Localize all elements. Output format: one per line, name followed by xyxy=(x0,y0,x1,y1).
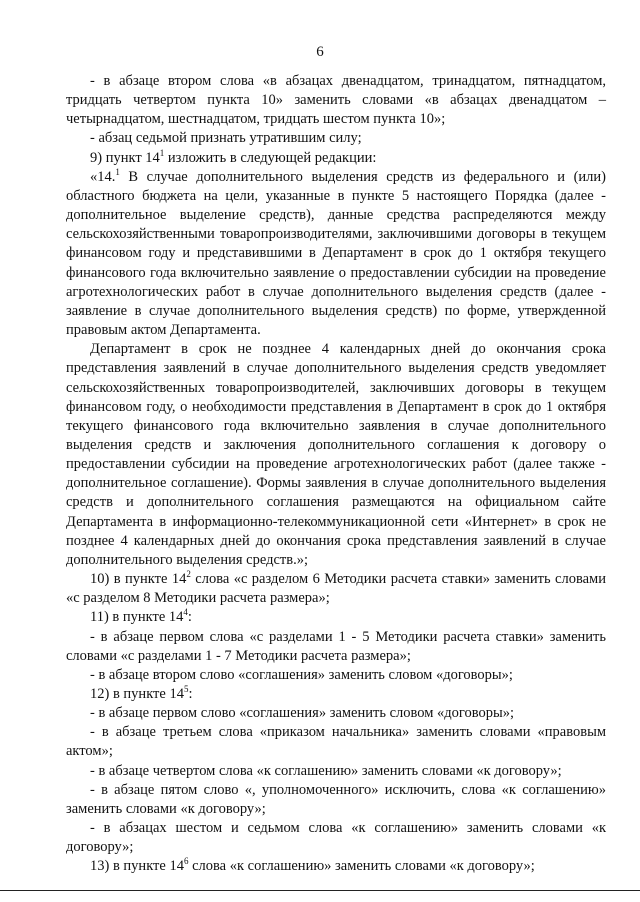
text-span: «14. xyxy=(90,168,116,185)
paragraph: - абзац седьмой признать утратившим силу; xyxy=(90,130,362,147)
paragraph: - в абзацах шестом и седьмом слова «к соглашению» заменить словами «к договору»; xyxy=(66,820,606,856)
page-number: 6 xyxy=(316,44,324,60)
superscript: 1 xyxy=(115,166,120,177)
superscript: 1 xyxy=(159,147,165,158)
paragraph: - в абзаце пятом слово «, уполномоченного» исключить, слова «к соглашению» заменить словами «к договору»; xyxy=(66,781,606,817)
text-span: 9) пункт 14 xyxy=(90,149,160,166)
paragraph xyxy=(66,608,606,627)
text-span: В случае дополнительного выделения средств из федерального и (или) областного бюджета на цели, указанные в пункте 5 настоящего Порядка (далее - дополнительное выделение средств), данные средства распределяются между сельскохозяйственными товаропроизводителями, заключившими договоры в текущем финансовом году и представившими в Департамент в срок до 1 октября текущего финансового года включительно заявление о предоставлении субсидии на проведение агротехнологических работ в случае дополнительного выделения средств (далее - заявление в случае дополнительного выделения средств) по форме, утвержденной правовым актом Департамента. xyxy=(66,168,606,339)
footer-rule xyxy=(0,890,640,891)
paragraph: - в абзаце первом слово «соглашения» заменить словом «договоры»; xyxy=(90,705,515,722)
text-span: : xyxy=(187,609,192,626)
paragraph xyxy=(66,168,606,340)
superscript: 5 xyxy=(183,684,189,695)
text-span: 13) в пункте 14 xyxy=(90,858,184,875)
paragraph: - в абзаце втором слова «в абзацах двенадцатом, тринадцатом, пятнадцатом, тридцать четвертом пункта 10» заменить словами «в абзацах двенадцатом – четырнадцатом, шестнадцатом, тридцать шестом пункта 10»; xyxy=(66,73,606,128)
text-span: слова «с разделом 6 Методики расчета ставки» заменить словами «с разделом 8 Методики расчета размера»; xyxy=(66,571,606,607)
paragraph xyxy=(66,857,606,876)
text-span: 12) в пункте 14 xyxy=(90,686,184,702)
paragraph: - в абзаце первом слова «с разделами 1 - 5 Методики расчета ставки» заменить словами «с разделами 1 - 7 Методики расчета размера»; xyxy=(66,628,606,664)
paragraph: - в абзаце четвертом слова «к соглашению» заменить словами «к договору»; xyxy=(90,762,562,779)
text-span: 10) в пункте 14 xyxy=(90,571,187,588)
paragraph xyxy=(66,685,606,704)
paragraph: Департамент в срок не позднее 4 календарных дней до окончания срока представления заявлений в случае дополнительного выделения средств уведомляет сельскохозяйственных товаропроизводителей, заключивших договоры в текущем финансовом году, о необходимости представления в Департамент в срок до 1 октября текущего финансового года включительно заявления в случае дополнительного выделения средств и заключения дополнительного соглашения к договору о предоставлении субсидии на проведение агротехнологических работ (далее также - дополнительное соглашение). Формы заявления в случае дополнительного выделения средств и дополнительного соглашения размещаются на официальном сайте Департамента в информационно-телекоммуникационной сети «Интернет» в срок не позднее 4 календарных дней до окончания срока представления заявлений в случае дополнительного выделения средств.»; xyxy=(66,341,606,568)
text-span: : xyxy=(188,686,193,702)
superscript: 2 xyxy=(186,569,191,580)
document-body xyxy=(66,72,606,877)
paragraph: - в абзаце третьем слова «приказом начальника» заменить словами «правовым актом»; xyxy=(66,724,606,760)
paragraph xyxy=(66,570,606,608)
superscript: 4 xyxy=(183,607,188,618)
superscript: 6 xyxy=(183,856,189,867)
paragraph: - в абзаце втором слово «соглашения» заменить словом «договоры»; xyxy=(90,666,513,683)
text-span: 11) в пункте 14 xyxy=(90,609,184,626)
text-span: слова «к соглашению» заменить словами «к договору»; xyxy=(188,858,535,875)
paragraph xyxy=(66,149,606,168)
text-span: изложить в следующей редакции: xyxy=(164,149,377,166)
